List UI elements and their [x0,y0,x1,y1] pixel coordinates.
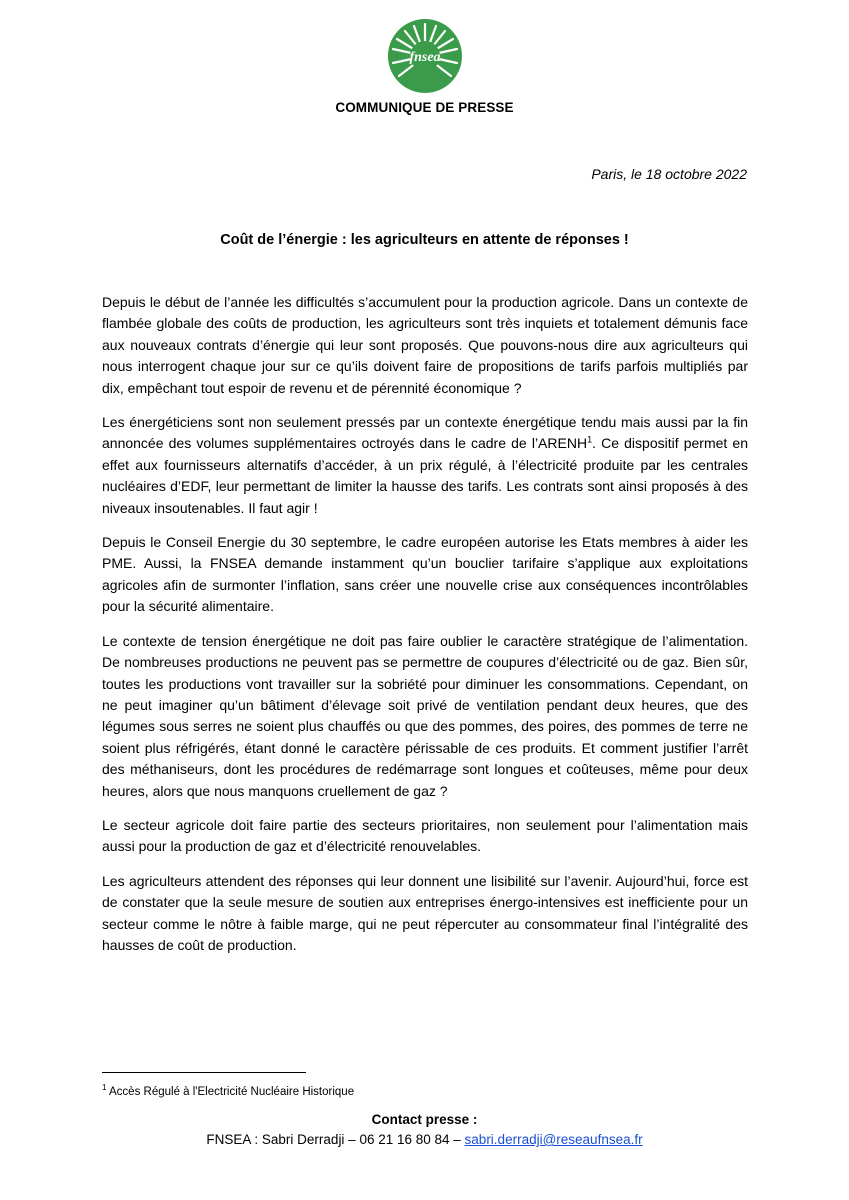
fnsea-logo-icon [387,18,463,94]
footnote-divider [102,1072,306,1073]
dateline: Paris, le 18 octobre 2022 [591,166,747,182]
press-release-title: COMMUNIQUE DE PRESSE [335,100,514,115]
paragraph-6: Les agriculteurs attendent des réponses qui leur donnent une lisibilité sur l’avenir. Aujourd’hui, force est de constater que la seule mesure de soutien aux entreprises énergo-intensives est inefficiente pour un secteur comme le nôtre à faible marge, qui ne peut répercuter au consommateur final l’intégralité des hausses de coût de production. [102,872,748,953]
paragraph-2-part-2: . Ce dispositif permet en effet aux fournisseurs alternatifs d’accéder, à un prix régulé, à l’électricité produite par les centrales nucléaires d’EDF, leur permettant de limiter la hausse des tarifs. Les contrats sont ainsi proposés à des niveaux insoutenables. Il faut agir ! [102,435,749,516]
contact-line [0,1132,849,1147]
paragraph-3: Depuis le Conseil Energie du 30 septembre, le cadre européen autorise les Etats membres à aider les PME. Aussi, la FNSEA demande instamment qu’un bouclier tarifaire s’applique aux exploitations agricoles afin de surmonter l’inflation, sans créer une nouvelle crise aux conséquences incontrôlables pour la sécurité alimentaire. [102,534,748,615]
contact-label: Contact presse : [371,1112,478,1127]
svg-text:fnsea: fnsea [409,50,441,65]
paragraph-2 [102,412,748,519]
contact-email-link[interactable]: sabri.derradji@reseaufnsea.fr [464,1132,643,1147]
paragraph-1: Depuis le début de l’année les difficultés s’accumulent pour la production agricole. Dans un contexte de flambée globale des coûts de production, les agriculteurs sont très inquiets et totalement démunis face aux nouveaux contrats d’énergie qui leur sont proposés. Que pouvons-nous dire aux agriculteurs qui nous interrogent chaque jour sur ce qu’ils doivent faire de propositions de tarifs parfois multipliés par dix, empêchant tout espoir de revenu et de pérennité économique ? [102,294,748,396]
footnote [102,1083,354,1098]
footnote-number: 1 [102,1083,107,1092]
headline: Coût de l’énergie : les agriculteurs en attente de réponses ! [220,232,629,248]
footnote-text: Accès Régulé à l'Electricité Nucléaire Historique [106,1085,355,1098]
paragraph-5: Le secteur agricole doit faire partie des secteurs prioritaires, non seulement pour l’alimentation mais aussi pour la production de gaz et d’électricité renouvelables. [102,816,748,855]
contact-details: FNSEA : Sabri Derradji – 06 21 16 80 84 – [206,1132,465,1147]
paragraph-2-part-1: Les énergéticiens sont non seulement pressés par un contexte énergétique tendu mais aussi par la fin annoncée des volumes supplémentaires octroyés dans le cadre de l’ARENH [102,414,748,452]
footnote-reference: 1 [587,434,593,445]
paragraph-4: Le contexte de tension énergétique ne doit pas faire oublier le caractère stratégique de l’alimentation. De nombreuses productions ne peuvent pas se permettre de coupures d’électricité ou de gaz. Bien sûr, toutes les productions vont travailler sur la sobriété pour diminuer les consommations. Cependant, on ne peut imaginer qu’un bâtiment d’élevage soit privé de ventilation pendant deux heures, que des légumes sous serres ne soient plus chauffés ou que des pommes, des poires, des pommes de terre ne soient plus réfrigérés, étant donné le caractère périssable de ces produits. Et comment justifier l’arrêt des méthaniseurs, dont les procédures de redémarrage sont longues et coûteuses, même pour deux heures, alors que nous manquons cruellement de gaz ? [102,632,748,799]
body-text [102,292,748,969]
fnsea-logo [387,18,463,94]
